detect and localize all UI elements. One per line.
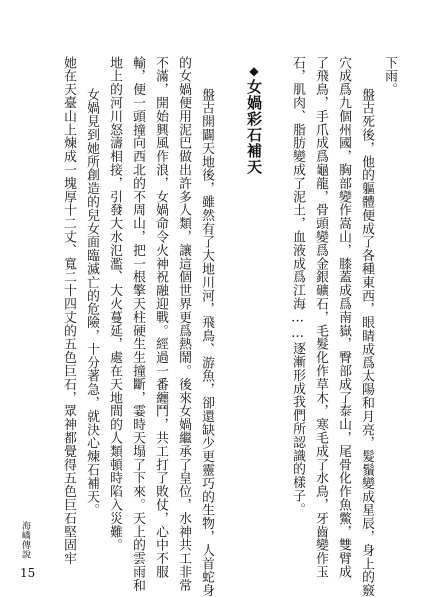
page-number: 15 bbox=[20, 566, 36, 580]
paragraph-column: 盤古死後，他的軀體便成了各種東西，眼睛成爲太陽和月亮，髮鬚變成星辰，身上的竅 bbox=[359, 88, 374, 597]
paragraph-column: 女媧見到她所創造的兒女面臨滅亡的危險，十分著急，就決心煉石補天。 bbox=[84, 88, 99, 517]
paragraph-column: 不滿，開始興風作浪，女媧命令火神祝融迎戰。經過一番纏鬥，共工打了敗仗，心中不服 bbox=[153, 56, 168, 579]
paragraph-column: 的女媧便用泥巴做出許多人類，讓這個世界更爲熱鬧。後來女媧繼承了皇位，水神共工非常 bbox=[176, 56, 191, 592]
paragraph-column: 地上的河川怒濤相接，引發大水氾濫、大火蔓延，處在天地間的人類頓時陷入災難。 bbox=[107, 56, 122, 552]
paragraph-column: 她在天臺山上煉成一塊厚十二丈、寬二十四丈的五色巨石，眾神都覺得五色巨石堅固牢 bbox=[61, 56, 76, 566]
bullet-diamond-icon: ◆ bbox=[247, 64, 261, 79]
running-title: 海嶠傳說 bbox=[20, 521, 30, 559]
paragraph-column: 了飛鳥，手爪成爲龜龍，骨頭變爲金銀礦石，毛髮化作草木，寒毛成了水鳥，牙齒變作玉 bbox=[313, 56, 328, 579]
section-heading-text: 女媧彩石補天 bbox=[245, 79, 263, 175]
section-heading bbox=[244, 64, 265, 175]
paragraph-column: 下雨。 bbox=[382, 56, 397, 97]
paragraph-column: 石，肌肉、脂肪變成了泥土，血液成爲江海……逐漸形成我們所認識的樣子。 bbox=[290, 56, 305, 516]
paragraph-column: 盤古開闢天地後，雖然有了大地川河，飛鳥、游魚，卻還缺少更靈巧的生物，人首蛇身 bbox=[199, 88, 214, 597]
paragraph-column: 穴成爲九個州國，胸部變作嵩山，膝蓋成爲南嶽，臀部成了泰山，尾骨化作魚鱉，雙臂成 bbox=[336, 56, 351, 579]
paragraph-column: 輸，便一頭撞向西北的不周山，把一根擎天柱硬生生撞斷，霎時天塌了下來。天上的雲雨和 bbox=[130, 56, 145, 592]
